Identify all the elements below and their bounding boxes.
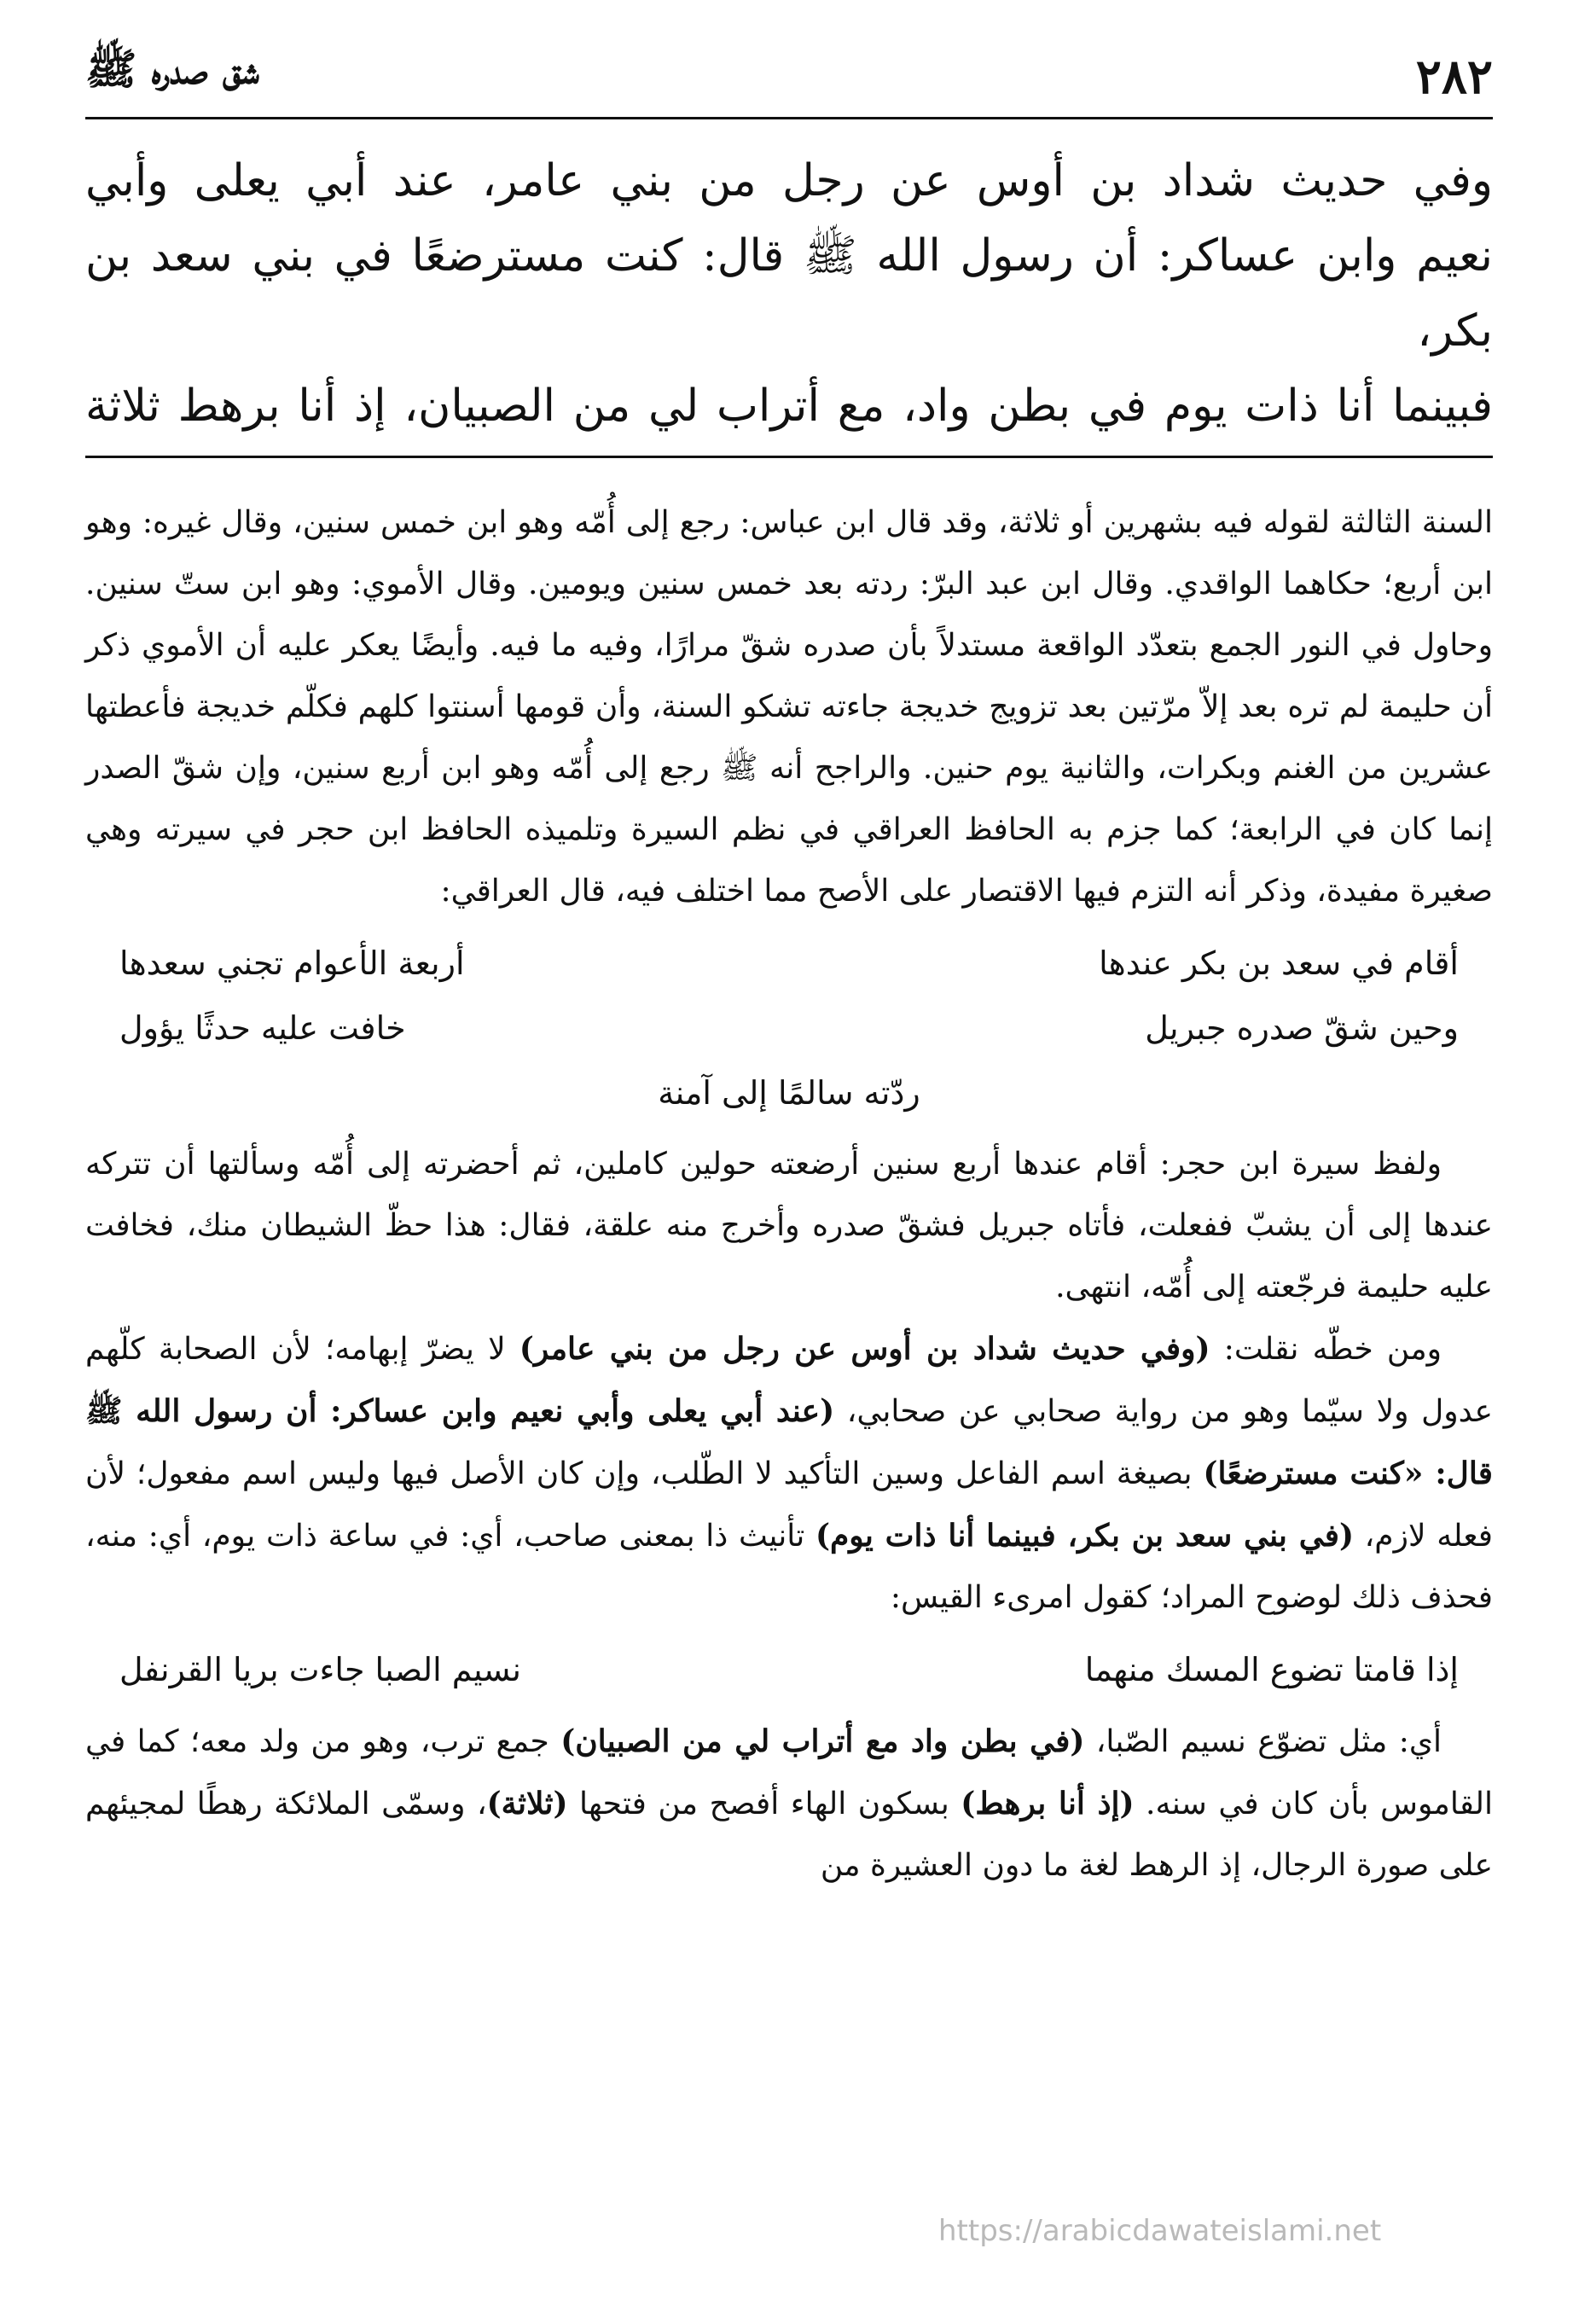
verse-hemistich: خافت عليه حدثًا يؤول bbox=[119, 1009, 406, 1047]
quoted-main-text: (في بني سعد بن بكر، فبينما أنا ذات يوم) bbox=[815, 1518, 1354, 1554]
quoted-main-text: (ثلاثة) bbox=[486, 1786, 568, 1821]
commentary-paragraph bbox=[85, 1318, 1493, 1629]
quoted-main-text: (عند أبي يعلى وأبي نعيم وابن عساكر: أن رسول الله ﷺ قال: «كنت مسترضعًا) bbox=[85, 1393, 1493, 1491]
quoted-main-text: (في بطن واد مع أتراب لي من الصبيان) bbox=[560, 1723, 1085, 1759]
main-text-divider bbox=[85, 456, 1493, 458]
commentary-text: ومن خطّه نقلت: bbox=[1210, 1332, 1442, 1367]
poem-verse bbox=[119, 931, 1459, 996]
commentary-paragraph bbox=[85, 1711, 1493, 1897]
main-text-line: فبينما أنا ذات يوم في بطن واد، مع أتراب لي من الصبيان، إذ أنا برهط ثلاثة bbox=[85, 381, 1493, 432]
commentary-text: لا يضرّ إبهامه؛ لأن الصحابة كلّهم عدول ولا سيّما وهو من رواية صحابي عن صحابي، bbox=[85, 1332, 1493, 1429]
commentary-text: بسكون الهاء أفصح من فتحها bbox=[567, 1787, 961, 1821]
poem-imru-al-qays bbox=[85, 1637, 1493, 1702]
commentary-text: ، وسمّى الملائكة رهطًا لمجيئهم على صورة الرجال، إذ الرهط لغة ما دون العشيرة من bbox=[85, 1787, 1493, 1883]
verse-hemistich: نسيم الصبا جاءت بريا القرنفل bbox=[119, 1651, 521, 1688]
main-text-line: نعيم وابن عساكر: أن رسول الله ﷺ قال: كنت مسترضعًا في بني سعد بن بكر، bbox=[85, 230, 1493, 357]
running-title: شق صدره ﷺ bbox=[85, 44, 259, 94]
commentary bbox=[85, 492, 1493, 1897]
poem-verse bbox=[119, 996, 1459, 1060]
book-page bbox=[85, 43, 1493, 2244]
poem-verse bbox=[119, 1637, 1459, 1702]
poem-verse-final: ردّته سالمًا إلى آمنة bbox=[658, 1074, 920, 1112]
commentary-text: تأنيث ذا بمعنى صاحب، أي: في ساعة ذات يوم، أي: منه، فحذف ذلك لوضوح المراد؛ كقول امرىء القيس: bbox=[85, 1519, 1493, 1615]
commentary-text: أي: مثل تضوّع نسيم الصّبا، bbox=[1084, 1724, 1442, 1759]
verse-hemistich: إذا قامتا تضوع المسك منهما bbox=[1084, 1651, 1459, 1688]
commentary-text: بصيغة اسم الفاعل وسين التأكيد لا الطّلب، وإن كان الأصل فيها وليس اسم مفعول؛ لأن فعله لازم، bbox=[85, 1456, 1493, 1554]
main-text-line: وفي حديث شداد بن أوس عن رجل من بني عامر، عند أبي يعلى وأبي bbox=[85, 155, 1493, 206]
commentary-paragraph: ولفظ سيرة ابن حجر: أقام عندها أربع سنين أرضعته حولين كاملين، ثم أحضرته إلى أُمّه وسألتها أن تتركه عندها إلى أن يشبّ ففعلت، فأتاه جبريل فشقّ صدره وأخرج منه علقة، فقال: هذا حظّ الشيطان منك، فخافت عليه حليمة فرجّعته إلى أُمّه، انتهى. bbox=[85, 1147, 1493, 1304]
verse-hemistich: وحين شقّ صدره جبريل bbox=[1145, 1009, 1459, 1047]
quoted-main-text: (وفي حديث شداد بن أوس عن رجل من بني عامر) bbox=[519, 1331, 1210, 1367]
quoted-main-text: (إذ أنا برهط) bbox=[961, 1786, 1135, 1821]
poem-iraqi bbox=[85, 931, 1493, 1125]
main-text bbox=[85, 143, 1493, 444]
watermark-url: https://arabicdawateislami.net bbox=[938, 2214, 1382, 2248]
page-number: ٢٨٢ bbox=[1415, 49, 1493, 105]
verse-hemistich: أقام في سعد بن بكر عندها bbox=[1099, 944, 1459, 982]
page-header bbox=[85, 43, 1493, 119]
commentary-paragraph: السنة الثالثة لقوله فيه بشهرين أو ثلاثة، وقد قال ابن عباس: رجع إلى أُمّه وهو ابن خمس سنين، وقال غيره: وهو ابن أربع؛ حكاهما الواقدي. وقال ابن عبد البرّ: ردته بعد خمس سنين ويومين. وقال الأموي: وهو ابن ستّ سنين. وحاول في النور الجمع بتعدّد الواقعة مستدلاً بأن صدره شقّ مرارًا، وفيه ما فيه. وأيضًا يعكر عليه أن الأموي ذكر أن حليمة لم تره بعد إلاّ مرّتين بعد تزويج خديجة جاءته تشكو السنة، وأن قومها أسنتوا كلهم فكلّم خديجة فأعطتها عشرين من الغنم وبكرات، والثانية يوم حنين. والراجح أنه ﷺ رجع إلى أُمّه وهو ابن أربع سنين، وإن شقّ الصدر إنما كان في الرابعة؛ كما جزم به الحافظ العراقي في نظم السيرة وتلميذه الحافظ ابن حجر في سيرته وهي صغيرة مفيدة، وذكر أنه التزم فيها الاقتصار على الأصح مما اختلف فيه، قال العراقي: bbox=[85, 505, 1493, 909]
commentary-text: جمع ترب، وهو من ولد معه؛ كما في القاموس بأن كان في سنه. bbox=[85, 1724, 1493, 1821]
verse-hemistich: أربعة الأعوام تجني سعدها bbox=[119, 944, 465, 982]
